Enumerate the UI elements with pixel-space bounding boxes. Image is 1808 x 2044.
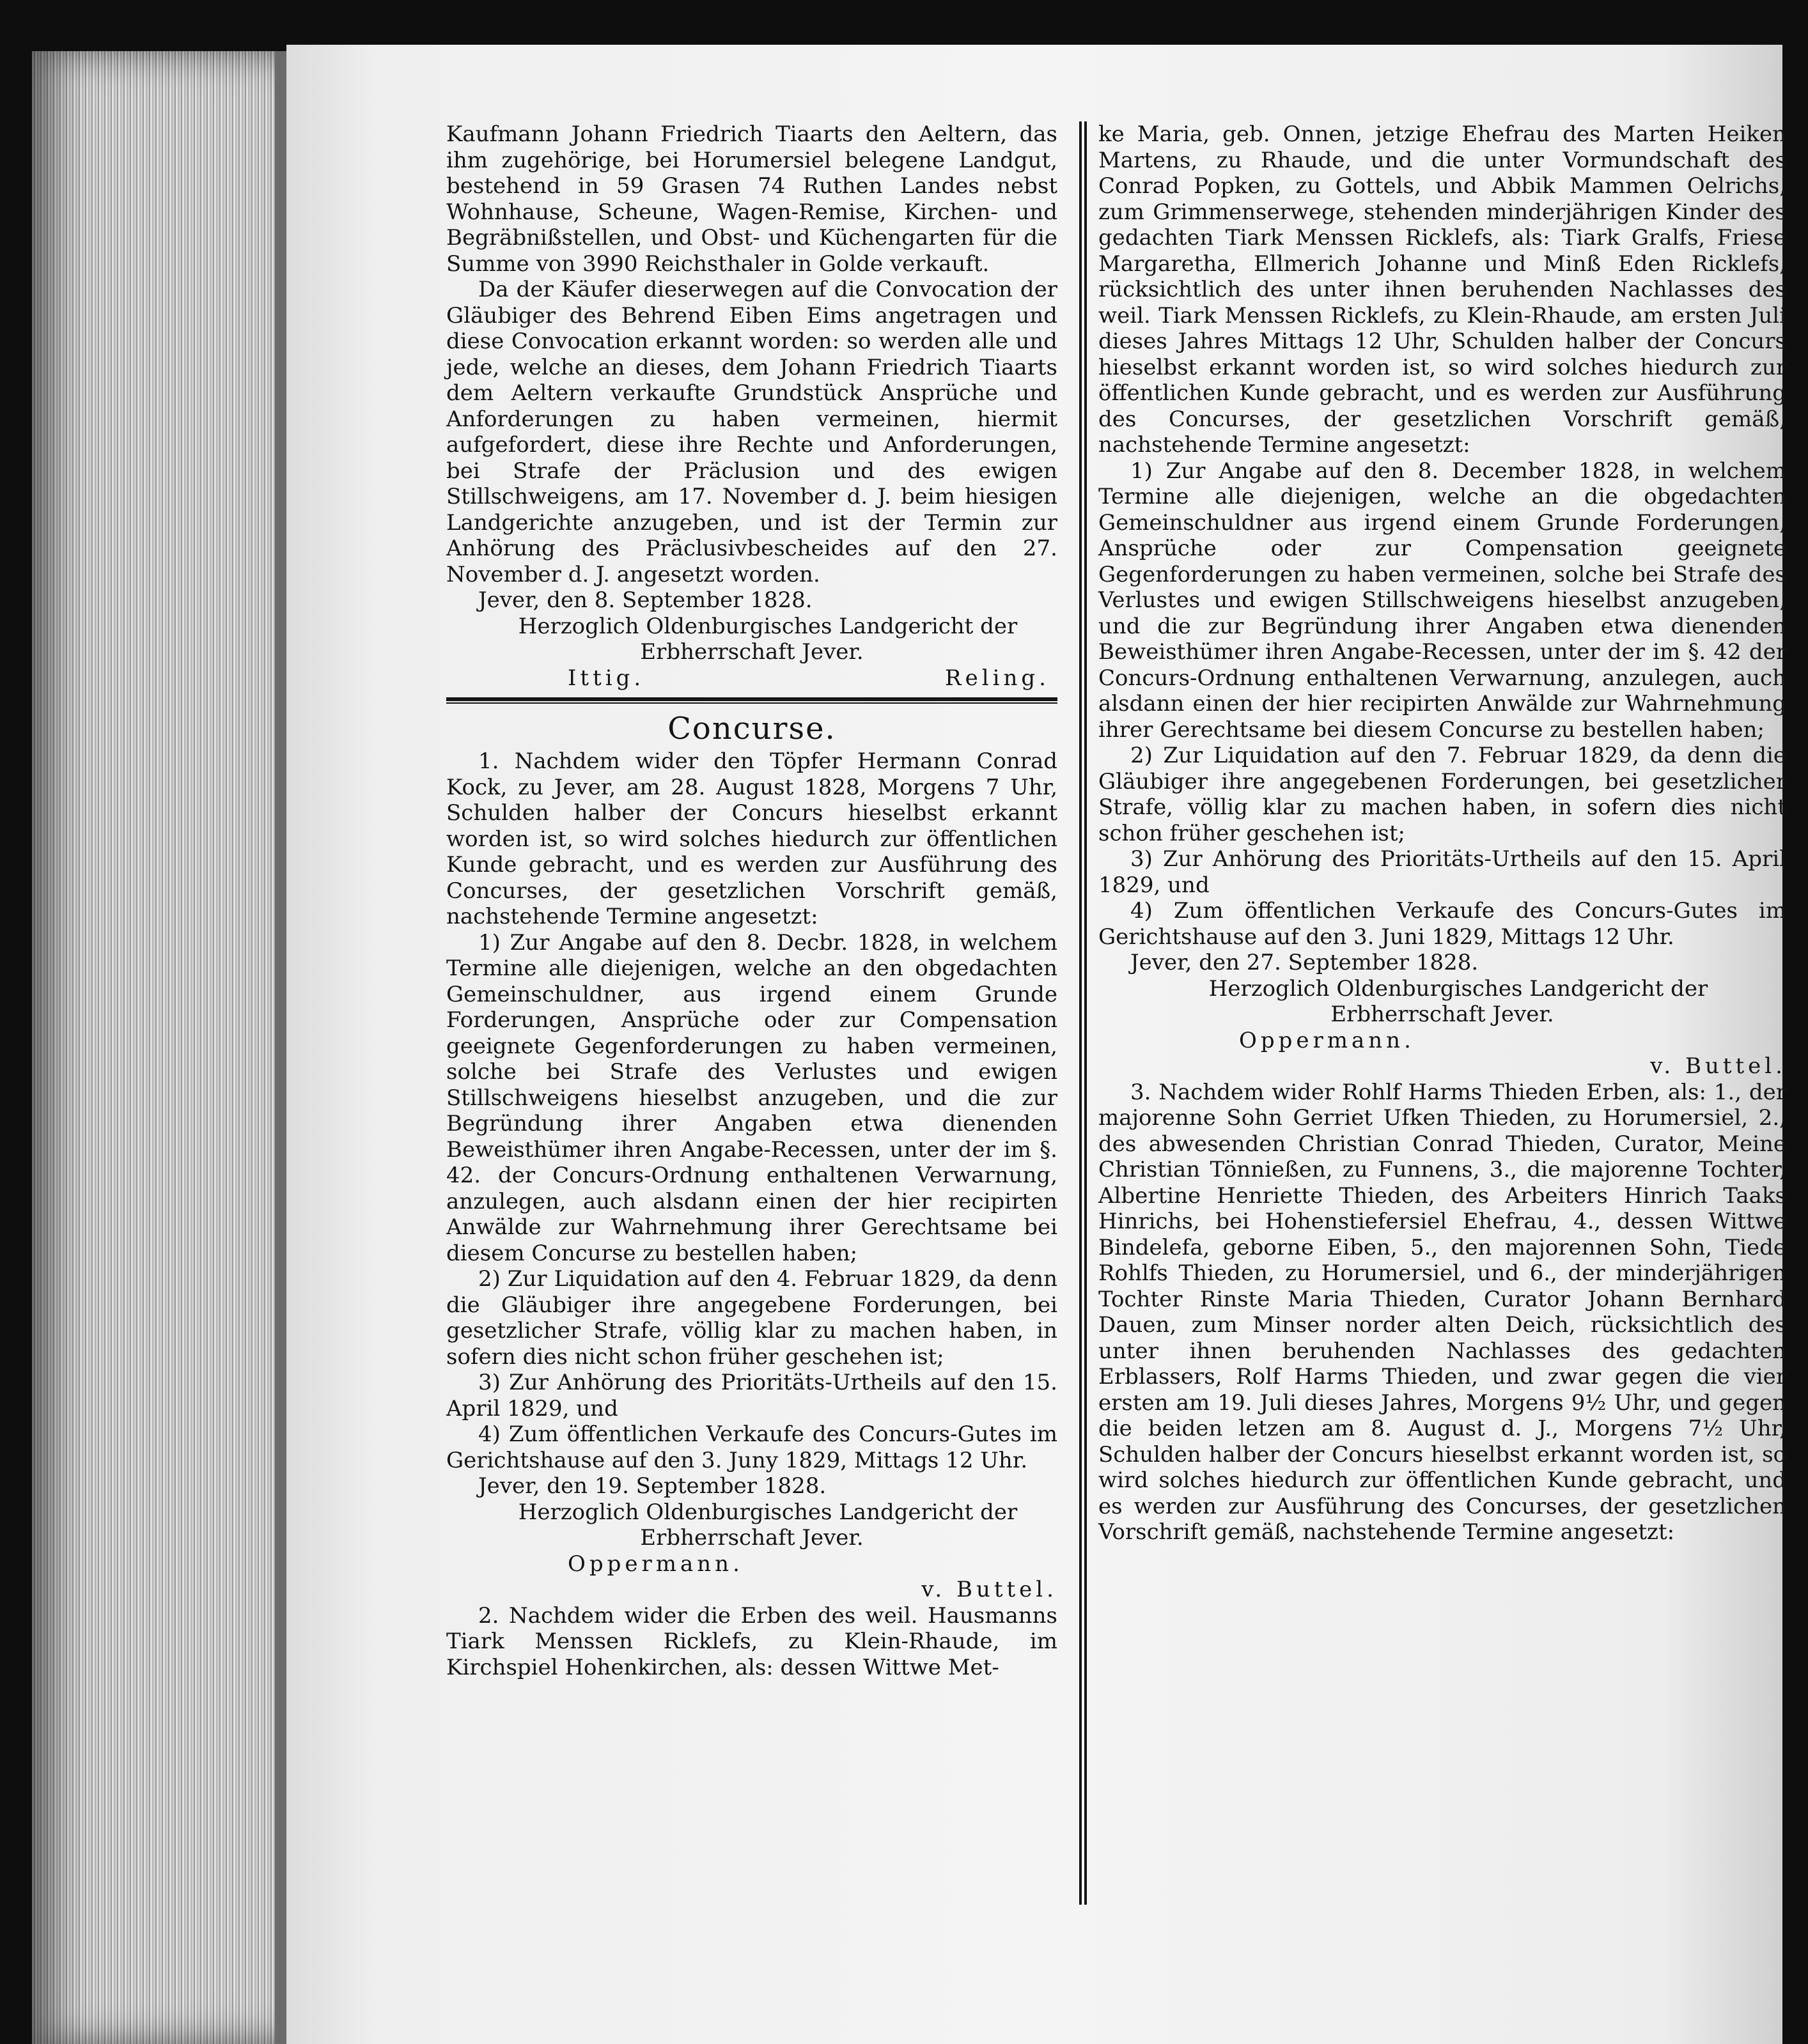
notice-1-term-2: 2) Zur Liquidation auf den 4. Februar 1829, da denn die Gläubiger ihre angegebene Forderungen, bei gesetzlicher Strafe, völlig klar zu machen haben, in sofern dies nicht schon früher geschehen ist; xyxy=(446,1266,1057,1370)
signature-left: Ittig. xyxy=(568,665,645,691)
court-signature: Herzoglich Oldenburgisches Landgericht der Erbherrschaft Jever. xyxy=(518,1499,1018,1551)
notice-3: 3. Nachdem wider Rohlf Harms Thieden Erben, als: 1., der majorenne Sohn Gerriet Ufken Thieden, zu Horumersiel, 2., des abwesenden Christian Conrad Thieden, Curator, Meine Christian Tönnießen, zu Funnens, 3., die majorenne Tochter, Albertine Henriette Thieden, des Arbeiters Hinrich Taaks Hinrichs, bei Hohenstiefersiel Ehefrau, 4., dessen Wittwe Bindelefa, geborne Eiben, 5., den majorennen Sohn, Tiede Rohlfs Thieden, zu Horumersiel, und 6., der minderjährigen Tochter Rinste Maria Thieden, Curator Johann Bernhard Dauen, zum Minser norder alten Deich, rücksichtlich des unter ihnen beruhenden Nachlasses des gedachten Erblassers, Rolf Harms Thieden, und zwar gegen die vier ersten am 19. Juli dieses Jahres, Morgens 9½ Uhr, und gegen die beiden letzen am 8. August d. J., Morgens 7½ Uhr, Schulden halber der Concurs hieselbst erkannt worden ist, so wird solches hiedurch zur öffentlichen Kunde gebracht, und es werden zur Ausführung des Concurses, der gesetzlichen Vorschrift gemäß, nachstehende Termine angesetzt: xyxy=(1098,1079,1786,1545)
column-divider xyxy=(1079,121,1087,1905)
dateline: Jever, den 8. September 1828. xyxy=(478,587,813,613)
section-rule-thick xyxy=(446,697,1057,701)
notice-2-start: 2. Nachdem wider die Erben des weil. Hausmanns Tiark Menssen Ricklefs, zu Klein-Rhaude, im Kirchspiel Hohenkirchen, als: dessen Wittwe Met- xyxy=(446,1602,1057,1680)
notice-1-intro: 1. Nachdem wider den Töpfer Hermann Conrad Kock, zu Jever, am 28. August 1828, Morgens 7 Uhr, Schulden halber der Concurs hieselbst erkannt worden ist, so wird solches hiedurch zur öffentlichen Kunde gebracht, und es werden zur Ausführung des Concurses, der gesetzlichen Vorschrift gemäß, nachstehende Termine angesetzt: xyxy=(446,748,1057,929)
paragraph-convocation: Da der Käufer dieserwegen auf die Convocation der Gläubiger des Behrend Eiben Eims angetragen und diese Convocation erkannt worden: so werden alle und jede, welche an dieses, dem Johann Friedrich Tiaarts dem Aeltern verkaufte Grundstück Ansprüche und Anforderungen zu haben vermeinen, hiermit aufgefordert, diese ihre Rechte und Anforderungen, bei Strafe der Präclusion und des ewigen Stillschweigens, am 17. November d. J. beim hiesigen Landgerichte anzugeben, und ist der Termin zur Anhörung des Präclusivbescheides auf den 27. November d. J. angesetzt worden. xyxy=(446,277,1057,587)
signature-buttel: v. Buttel. xyxy=(1650,1053,1786,1079)
signature-oppermann: Oppermann. xyxy=(568,1551,744,1577)
page-gutter-shadow xyxy=(275,51,288,2044)
court-signature: Herzoglich Oldenburgisches Landgericht der Erbherrschaft Jever. xyxy=(518,613,1018,665)
dateline: Jever, den 19. September 1828. xyxy=(478,1473,827,1499)
notice-2-continued: ke Maria, geb. Onnen, jetzige Ehefrau des Marten Heiken Martens, zu Rhaude, und die unter Vormundschaft des Conrad Popken, zu Gottels, und Abbik Mammen Oelrichs, zum Grimmenserwege, stehenden minderjährigen Kinder des gedachten Tiark Menssen Ricklefs, als: Tiark Gralfs, Friese Margaretha, Ellmerich Johanne und Minß Eden Ricklefs, rücksichtlich des unter ihnen beruhenden Nachlasses des weil. Tiark Menssen Ricklefs, zu Klein-Rhaude, am ersten Juli dieses Jahres Mittags 12 Uhr, Schulden halber der Concurs hieselbst erkannt worden ist, so wird solches hiedurch zur öffentlichen Kunde gebracht, und es werden zur Ausführung des Concurses, der gesetzlichen Vorschrift gemäß, nachstehende Termine angesetzt: xyxy=(1098,121,1786,458)
paragraph-opening: Kaufmann Johann Friedrich Tiaarts den Aeltern, das ihm zugehörige, bei Horumersiel belegene Landgut, bestehend in 59 Grasen 74 Ruthen Landes nebst Wohnhause, Scheune, Wagen-Remise, Kirchen- und Begräbnißstellen, und Obst- und Küchengarten für die Summe von 3990 Reichsthaler in Golde verkauft. xyxy=(446,121,1057,277)
left-column xyxy=(446,121,1057,1680)
notice-1-term-1: 1) Zur Angabe auf den 8. Decbr. 1828, in welchem Termine alle diejenigen, welche an den obgedachten Gemeinschuldner, aus irgend einem Grunde Forderungen, Ansprüche oder zur Compensation geeignete Gegenforderungen zu haben vermeinen, solche bei Strafe des Verlustes und ewigen Stillschweigens hieselbst anzugeben, und die zur Begründung ihrer Angaben etwa dienenden Beweisthümer ihren Angabe-Recessen, unter der im §. 42. der Concurs-Ordnung enthaltenen Verwarnung, anzulegen, auch alsdann einen der hier recipirten Anwälde zur Wahrnehmung ihrer Gerechtsame bei diesem Concurse zu bestellen haben; xyxy=(446,929,1057,1266)
notice-2-term-2: 2) Zur Liquidation auf den 7. Februar 1829, da denn die Gläubiger ihre angegebenen Forderungen, bei gesetzlicher Strafe, völlig klar zu machen haben, in sofern dies nicht schon früher geschehen ist; xyxy=(1098,743,1786,846)
notice-1-term-4: 4) Zum öffentlichen Verkaufe des Concurs-Gutes im Gerichtshause auf den 3. Juny 1829, Mittags 12 Uhr. xyxy=(446,1421,1057,1473)
notice-2-term-4: 4) Zum öffentlichen Verkaufe des Concurs-Gutes im Gerichtshause auf den 3. Juni 1829, Mittags 12 Uhr. xyxy=(1098,898,1786,950)
signature-buttel: v. Buttel. xyxy=(921,1577,1057,1602)
signature-right: Reling. xyxy=(945,665,1050,691)
signatures-row xyxy=(446,665,1057,692)
section-rule-thin xyxy=(446,702,1057,704)
notice-2-term-3: 3) Zur Anhörung des Prioritäts-Urtheils auf den 15. April 1829, und xyxy=(1098,846,1786,898)
court-signature: Herzoglich Oldenburgisches Landgericht der Erbherrschaft Jever. xyxy=(1208,975,1708,1027)
signature-oppermann: Oppermann. xyxy=(1239,1027,1415,1053)
book-spine-edge xyxy=(32,51,288,2044)
section-heading: Concurse. xyxy=(667,711,836,747)
notice-2-term-1: 1) Zur Angabe auf den 8. December 1828, in welchem Termine alle diejenigen, welche an die obgedachten Gemeinschuldner aus irgend einem Grunde Forderungen, Ansprüche oder zur Compensation geeignete Gegenforderungen zu haben vermeinen, solche bei Strafe des Verlustes und ewigen Stillschweigens hieselbst anzugeben, und die zur Begründung ihrer Angaben etwa dienenden Beweisthümer ihren Angabe-Recessen, unter der im §. 42 der Concurs-Ordnung enthaltenen Verwarnung, anzulegen, auch alsdann einen der hier recipirten Anwälde zur Wahrnehmung ihrer Gerechtsame bei diesem Concurse zu bestellen haben; xyxy=(1098,458,1786,743)
right-column xyxy=(1098,121,1786,1545)
page-sheet xyxy=(286,45,1786,2044)
notice-1-term-3: 3) Zur Anhörung des Prioritäts-Urtheils auf den 15. April 1829, und xyxy=(446,1370,1057,1421)
dateline: Jever, den 27. September 1828. xyxy=(1130,950,1479,975)
